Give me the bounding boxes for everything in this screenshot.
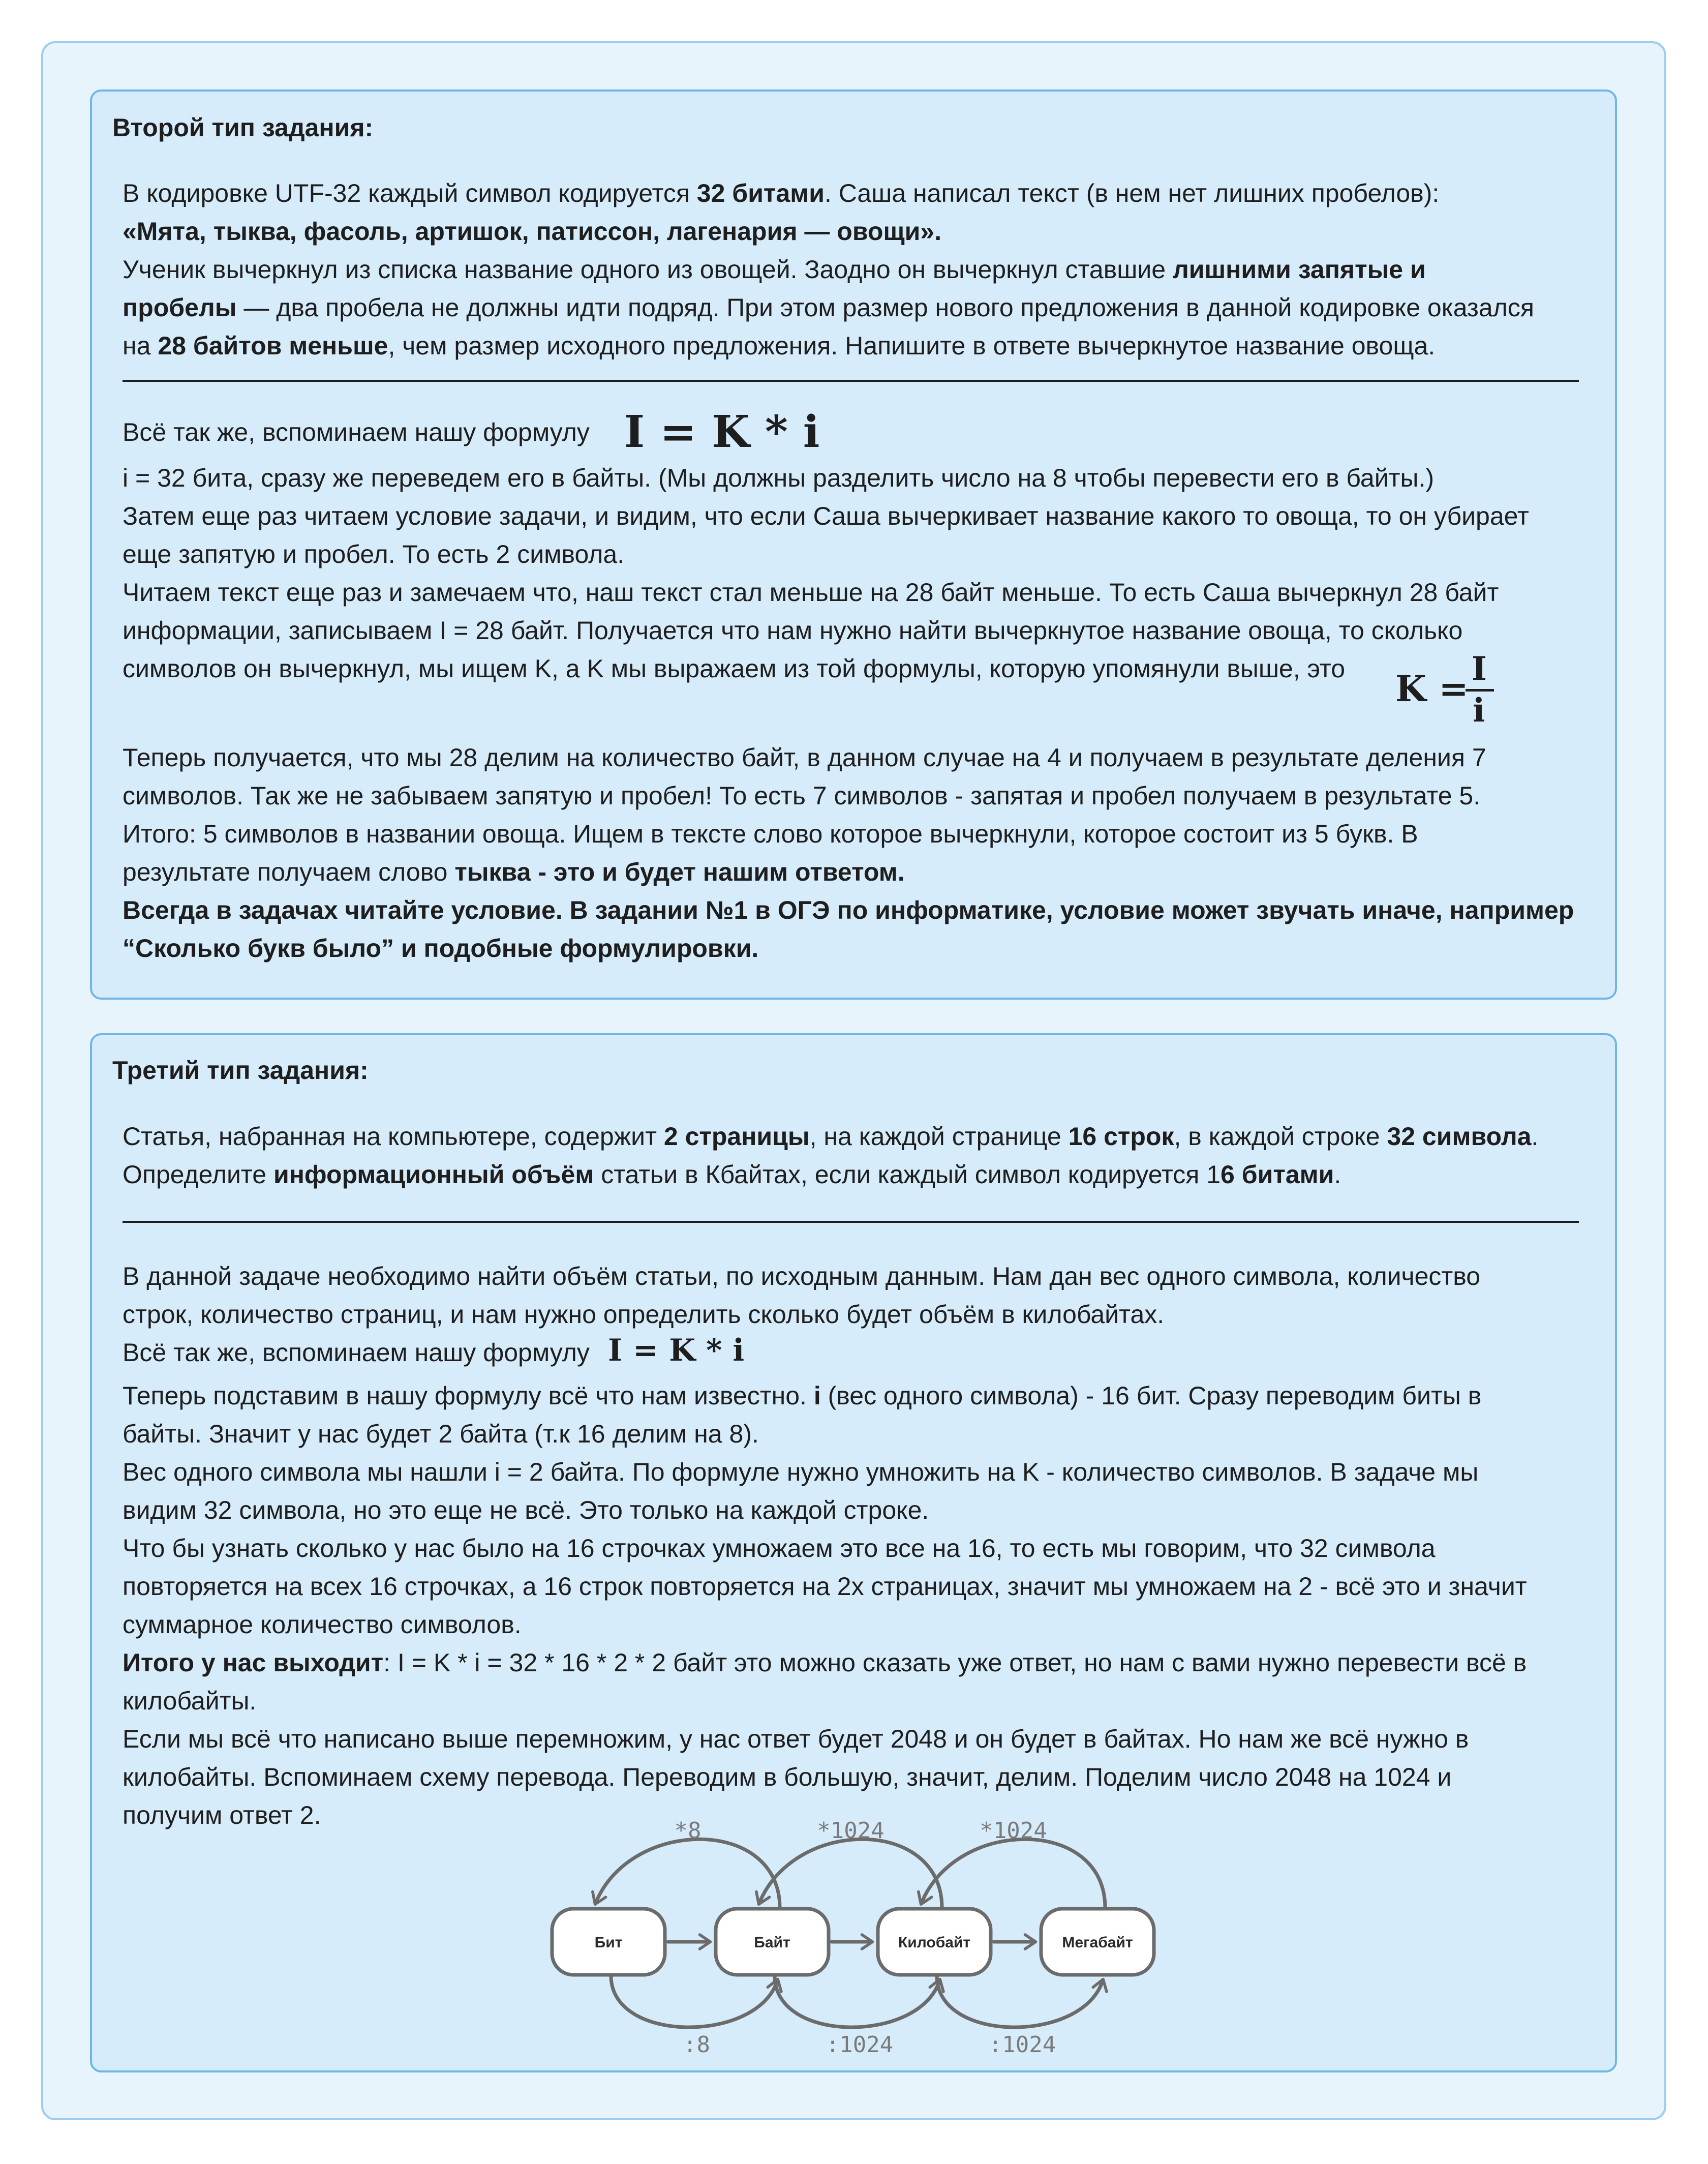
divide-label: :1024 [988, 2032, 1056, 2058]
unit-node-label: Мегабайт [1062, 1934, 1133, 1951]
text-run: Итого: 5 символов в названии овоща. Ищем в тексте слово которое вычеркнули, которое состоит из 5 букв. В [123, 820, 1418, 848]
text-run: суммарное количество символов. [123, 1610, 522, 1639]
text-run: i [813, 1381, 821, 1410]
text-run: 16 строк [1068, 1122, 1174, 1151]
text-run: Вес одного символа мы нашли i = 2 байта. По формуле нужно умножить на K - количество символов. В задаче мы [123, 1458, 1479, 1486]
text-run: символов он вычеркнул, мы ищем K, а K мы выражаем из той формулы, которую упомянули выше, это [123, 654, 1346, 683]
formula: I = K * i [608, 1333, 745, 1368]
text-run: «Мята, тыква, фасоль, артишок, патиссон, лагенария — овощи». [123, 217, 942, 246]
text-run: Ученик вычеркнул из списка название одного из овощей. Заодно он вычеркнул ставшие [123, 255, 1173, 284]
text-run: пробелы [123, 293, 237, 322]
text-run: В кодировке UTF-32 каждый символ кодируется [123, 179, 697, 207]
text-run: Итого у нас выходит [123, 1648, 384, 1677]
arrow-down-divide [937, 1976, 1103, 2027]
fraction-numerator: I [1472, 650, 1487, 688]
text-run: 28 байтов меньше [158, 332, 388, 360]
card-title: Второй тип задания: [112, 113, 374, 142]
text-run: — два пробела не должны идти подряд. При этом размер нового предложения в данной кодировке оказался [236, 293, 1534, 322]
multiply-label: *1024 [980, 1818, 1047, 1844]
text-run: строк, количество страниц, и нам нужно определить сколько будет объём в килобайтах. [123, 1300, 1165, 1329]
formula: I = K * i [624, 406, 820, 458]
divide-label: :1024 [826, 2032, 894, 2058]
arrow-down-divide [775, 1976, 939, 2027]
text-run: Определите [123, 1160, 273, 1189]
unit-node-label: Килобайт [898, 1934, 971, 1951]
text-run: получим ответ 2. [123, 1801, 321, 1829]
text-run: байты. Значит у нас будет 2 байта (т.к 16 делим на 8). [123, 1420, 759, 1448]
text-run: , на каждой странице [809, 1122, 1069, 1151]
multiply-label: *8 [674, 1818, 702, 1844]
text-run: 32 символа [1387, 1122, 1532, 1151]
text-run: (вес одного символа) - 16 бит. Сразу переводим биты в [820, 1381, 1482, 1410]
text-run: Теперь получается, что мы 28 делим на количество байт, в данном случае на 4 и получаем в результате деления 7 [123, 743, 1486, 772]
text-run: . Саша написал текст (в нем нет лишних пробелов): [824, 179, 1440, 207]
text-run: 2 страницы [663, 1122, 810, 1151]
text-run: информации, записываем I = 28 байт. Получается что нам нужно найти вычеркнутое название овоща, то сколько [123, 616, 1463, 645]
text-run: килобайты. Вспоминаем схему перевода. Переводим в большую, значит, делим. Поделим число 2048 на 1024 и [123, 1763, 1452, 1791]
text-run: на [123, 332, 158, 360]
arrow-up-multiply [922, 1839, 1105, 1908]
text-run: статьи в Кбайтах, если каждый символ кодируется 1 [594, 1160, 1221, 1189]
text-run: килобайты. [123, 1687, 257, 1715]
text-run: 32 битами [696, 179, 825, 207]
text-run: , в каждой строке [1174, 1122, 1387, 1151]
text-run: Статья, набранная на компьютере, содержит [123, 1122, 664, 1151]
text-run: еще запятую и пробел. То есть 2 символа. [123, 540, 625, 568]
fraction-denominator: i [1473, 692, 1485, 730]
text-run: символов. Так же не забываем запятую и пробел! То есть 7 символов - запятая и пробел получаем в результате 5. [123, 782, 1481, 810]
text-run: “Сколько букв было” и подобные формулировки. [123, 934, 759, 963]
text-run: . [1334, 1160, 1341, 1189]
text-run: повторяется на всех 16 строчках, а 16 строк повторяется на 2х страницах, значит мы умножаем на 2 - всё это и значит [123, 1572, 1527, 1601]
text-run: i = 32 бита, сразу же переведем его в байты. (Мы должны разделить число на 8 чтобы перевести его в байты.) [123, 464, 1435, 492]
text-run: : I = K * i = 32 * 16 * 2 * 2 байт это можно сказать уже ответ, но нам с вами нужно перевести всё в [383, 1648, 1527, 1677]
text-run: информационный объём [273, 1160, 594, 1189]
text-run: . [1531, 1122, 1539, 1151]
text-run: Если мы всё что написано выше перемножим, у нас ответ будет 2048 и он будет в байтах. Но нам же всё нужно в [123, 1725, 1469, 1753]
text-run: Всегда в задачах читайте условие. В задании №1 в ОГЭ по информатике, условие может звучать иначе, например [123, 896, 1574, 924]
arrow-up-multiply [759, 1839, 942, 1908]
unit-node-label: Байт [754, 1934, 790, 1951]
text-run: Всё так же, вспоминаем нашу формулу [123, 418, 590, 446]
text-run: Всё так же, вспоминаем нашу формулу [123, 1338, 590, 1367]
arrow-down-divide [611, 1976, 777, 2027]
text-run: тыква - это и будет нашим ответом. [454, 858, 905, 886]
text-run: , чем размер исходного предложения. Напишите в ответе вычеркнутое название овоща. [388, 332, 1436, 360]
text-run: Теперь подставим в нашу формулу всё что нам известно. [123, 1381, 814, 1410]
arrow-up-multiply [596, 1839, 780, 1908]
fraction-lhs: K = [1395, 668, 1469, 710]
card-title: Третий тип задания: [112, 1056, 369, 1085]
text-run: Читаем текст еще раз и замечаем что, наш текст стал меньше на 28 байт меньше. То есть Саша вычеркнул 28 байт [123, 578, 1499, 607]
text-run: лишними запятые и [1173, 255, 1426, 284]
text-run: 6 битами [1221, 1160, 1334, 1189]
text-run: Что бы узнать сколько у нас было на 16 строчках умножаем это все на 16, то есть мы говорим, что 32 символа [123, 1534, 1436, 1562]
text-run: результате получаем слово [123, 858, 455, 886]
text-run: Затем еще раз читаем условие задачи, и видим, что если Саша вычеркивает название какого то овоща, то он убирает [123, 502, 1529, 530]
multiply-label: *1024 [817, 1818, 884, 1844]
unit-node-label: Бит [594, 1934, 623, 1951]
text-run: В данной задаче необходимо найти объём статьи, по исходным данным. Нам дан вес одного символа, количество [123, 1262, 1481, 1290]
text-run: видим 32 символа, но это еще не всё. Это только на каждой строке. [123, 1496, 929, 1524]
divide-label: :8 [683, 2032, 710, 2058]
